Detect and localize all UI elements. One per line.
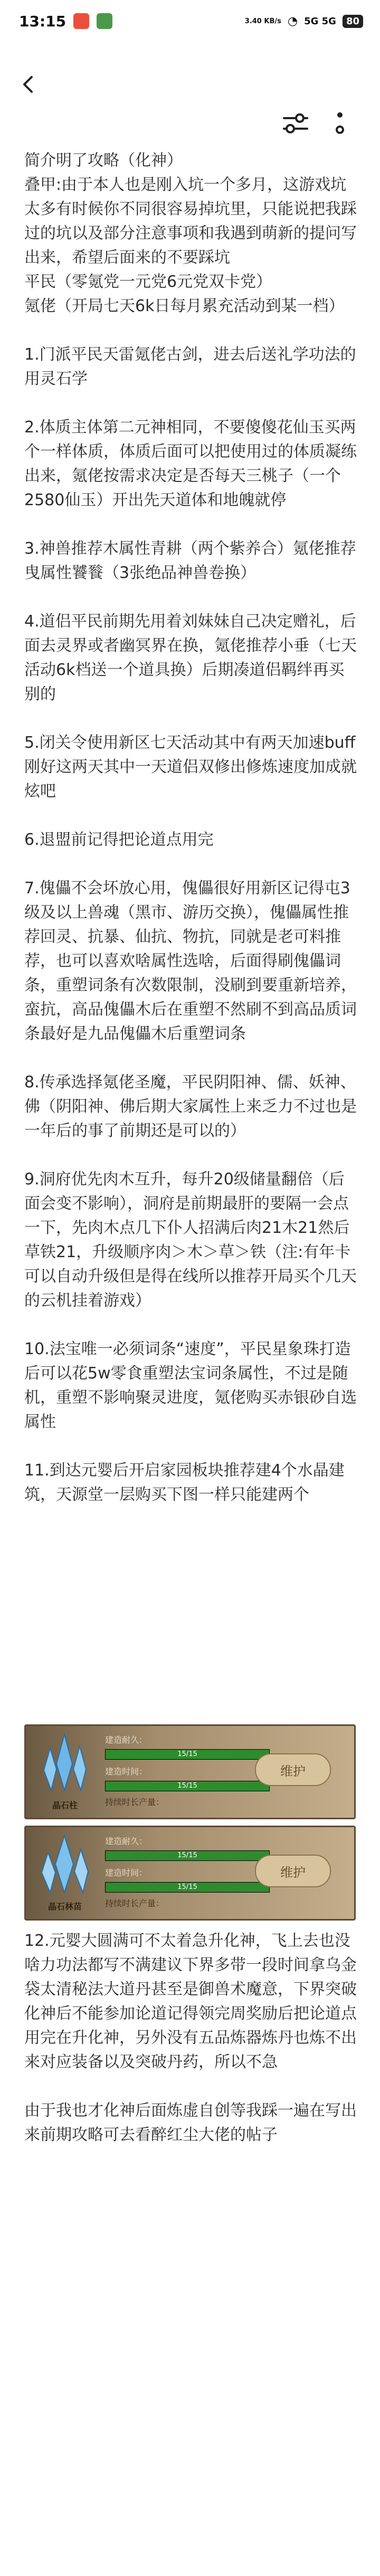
article-body <box>24 149 357 1507</box>
article-paragraph: 7.傀儡不会坏放心用，傀儡很好用新区记得屯3级及以上兽魂（黑市、游历交换），傀儡属性推荐回灵、抗暴、仙抗、物抗，同就是老可料推荐，也可以喜欢啥属性选啥，后面得刷傀儡词条，重塑词条有次数限制，没刷到要重新培养，蛮抗，高品傀儡木后在重塑不然刷不到高品质词条最好是九品傀儡木后重塑词条 <box>24 879 357 1043</box>
build-time-label: 建造时间： <box>105 1767 148 1777</box>
durability-bar <box>105 1850 270 1861</box>
status-right <box>245 15 363 28</box>
status-bar <box>0 0 380 42</box>
building-name: 晶石柱 <box>52 1800 78 1810</box>
maintain-button[interactable]: 维护 <box>255 1753 331 1786</box>
more-vertical-icon[interactable] <box>335 111 345 136</box>
build-time-value: 15/15 <box>177 1782 197 1790</box>
build-time-label: 建造时间： <box>105 1868 148 1878</box>
article-paragraph: 3.神兽推荐木属性青耕（两个紫养合）氪佬推荐曳属性饕餮（3张绝品神兽卷换） <box>24 539 356 582</box>
filter-sliders-icon[interactable] <box>282 112 309 135</box>
wifi-icon: ◔ <box>287 14 298 28</box>
app-notification-icon <box>73 13 89 29</box>
article-paragraph: 10.法宝唯一必须词条“速度”，平民星象珠打造后可以花5w零食重塑法宝词条属性，不过是随机，重塑不影响聚灵进度，氪佬购买赤银砂自选属性 <box>24 1340 357 1431</box>
article-paragraph: 4.道侣平民前期先用着刘妹妹自己决定赠礼，后面去灵界或者幽冥界在换，氪佬推荐小垂（七天活动6k档送一个道具换）后期凑道侣羁绊再买别的 <box>24 612 357 703</box>
article-paragraph: 2.体质主体第二元神相同，不要傻傻花仙玉买两个一样体质，体质后面可以把使用过的体质凝练出来，氪佬按需求决定是否每天三桃子（一个2580仙玉）开出先天道体和地魄就停 <box>24 418 357 509</box>
building-name: 晶石林苗 <box>48 1902 82 1912</box>
building-card <box>24 1826 356 1921</box>
durability-bar <box>105 1749 270 1760</box>
article-paragraph: 9.洞府优先肉木互升，每升20级储量翻倍（后面会变不影响），洞府是前期最肝的要隔一会点一下，先肉木点几下仆人招满后肉21木21然后草铁21，升级顺序肉＞木＞草＞铁（注:有年卡可以自动升级但是得在线所以推荐开局买个几天的云机挂着游戏） <box>24 1170 357 1310</box>
top-toolbar <box>0 42 380 127</box>
maintain-button[interactable]: 维护 <box>255 1855 331 1887</box>
durability-label: 建造耐久： <box>105 1836 148 1846</box>
durability-value: 15/15 <box>177 1750 197 1758</box>
status-left <box>19 13 112 30</box>
signal-icon: 5G 5G <box>304 15 336 27</box>
embedded-game-screenshot[interactable] <box>24 1724 356 1927</box>
build-time-bar <box>105 1882 270 1893</box>
article-paragraph: 简介明了攻略（化神） 叠甲:由于本人也是刚入坑一个多月，这游戏坑太多有时候你不同很容易掉坑里，只能说把我踩过的坑以及部分注意事项和我遇到萌新的提问写出来，希望后面来的不要踩坑 平民（零氪党一元党6元党双卡党） 氪佬（开局七天6k日每月累充活动到某一档） <box>24 151 357 315</box>
output-label: 持续时长产量： <box>105 1898 165 1908</box>
article-paragraph: 5.闭关令使用新区七天活动其中有两天加速buff刚好这两天其中一天道侣双修出修炼速度加成就炫吧 <box>24 734 357 800</box>
article-paragraph: 由于我也才化神后面炼虚自创等我踩一遍在写出来前期攻略可去看醉红尘大佬的帖子 <box>24 2101 357 2144</box>
crystal-icon <box>35 1732 93 1796</box>
crystal-icon <box>35 1834 93 1897</box>
build-time-bar <box>105 1781 270 1791</box>
back-arrow-icon[interactable] <box>18 74 39 95</box>
build-time-value: 15/15 <box>177 1883 197 1891</box>
article-paragraph: 12.元婴大圆满可不太着急升化神，飞上去也没啥力功法都写不满建议下界多带一段时间拿乌金袋太清秘法大道丹甚至是御兽术魔意，下界突破化神后不能参加论道记得领完周奖励后把论道点用完在升化神，另外没有五品炼器炼丹也炼不出来对应装备以及突破丹药，所以不急 <box>24 1932 357 2071</box>
output-label: 持续时长产量： <box>105 1797 165 1807</box>
network-speed: 3.40 KB/s <box>244 17 281 25</box>
status-time: 13:15 <box>19 12 66 30</box>
article-paragraph: 6.退盟前记得把论道点用完 <box>24 831 214 849</box>
image-notification-icon <box>97 13 112 29</box>
article-paragraph: 11.到达元婴后开启家园板块推荐建4个水晶建筑，天源堂一层购买下图一样只能建两个 <box>24 1461 345 1504</box>
durability-value: 15/15 <box>177 1851 197 1859</box>
article-paragraph: 1.门派平民天雷氪佬古剑，进去后送礼学功法的用灵石学 <box>24 345 356 388</box>
building-card <box>24 1724 356 1819</box>
durability-label: 建造耐久： <box>105 1735 148 1745</box>
article-paragraph: 8.传承选择氪佬圣魔，平民阴阳神、儒、妖神、佛（阴阳神、佛后期大家属性上来乏力不过也是一年后的事了前期还是可以的） <box>24 1073 357 1140</box>
battery-icon: 80 <box>343 15 363 28</box>
article-body-continued <box>24 1929 357 2147</box>
